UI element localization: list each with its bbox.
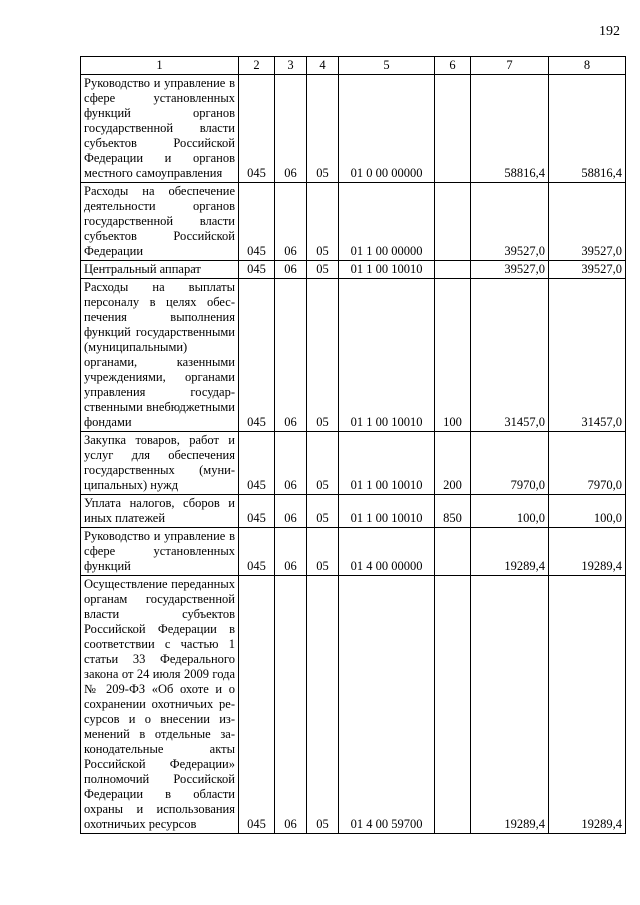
amount-cell: 19289,4 — [549, 528, 626, 576]
amount-cell: 7970,0 — [549, 432, 626, 495]
ministry-code-cell: 045 — [239, 528, 275, 576]
header-cell-5: 5 — [339, 57, 435, 75]
budget-table — [80, 56, 626, 834]
target-item-cell: 01 1 00 10010 — [339, 279, 435, 432]
section-code-cell: 06 — [275, 183, 307, 261]
expense-type-cell: 850 — [435, 495, 471, 528]
item-name-cell: Центральный аппарат — [81, 261, 239, 279]
item-name-cell: Расходы на обеспечение деятельности органов государственной власти субъектов Российской Федерации — [81, 183, 239, 261]
target-item-cell: 01 0 00 00000 — [339, 75, 435, 183]
table-row — [81, 495, 626, 528]
subsection-code-cell: 05 — [307, 528, 339, 576]
item-name-cell: Закупка товаров, работ и услуг для обеспечения государственных (муниципальных) нужд — [81, 432, 239, 495]
header-cell-3: 3 — [275, 57, 307, 75]
page-number: 192 — [599, 24, 620, 39]
header-cell-1: 1 — [81, 57, 239, 75]
section-code-cell: 06 — [275, 528, 307, 576]
header-cell-8: 8 — [549, 57, 626, 75]
amount-cell: 7970,0 — [471, 432, 549, 495]
section-code-cell: 06 — [275, 75, 307, 183]
section-code-cell: 06 — [275, 495, 307, 528]
table-row — [81, 528, 626, 576]
expense-type-cell — [435, 576, 471, 834]
ministry-code-cell: 045 — [239, 495, 275, 528]
item-name-cell: Расходы на выплаты персоналу в целях обеспечения выполнения функций государственными (муниципальными) органами, казенными учреждениями, органами управления государственными внебюджетными фондами — [81, 279, 239, 432]
amount-cell: 100,0 — [471, 495, 549, 528]
amount-cell: 39527,0 — [471, 183, 549, 261]
amount-cell: 19289,4 — [471, 576, 549, 834]
amount-cell: 39527,0 — [471, 261, 549, 279]
item-name-cell: Руководство и управление в сфере установленных функций — [81, 528, 239, 576]
expense-type-cell — [435, 261, 471, 279]
subsection-code-cell: 05 — [307, 495, 339, 528]
section-code-cell: 06 — [275, 261, 307, 279]
header-cell-2: 2 — [239, 57, 275, 75]
table-row — [81, 261, 626, 279]
subsection-code-cell: 05 — [307, 75, 339, 183]
expense-type-cell — [435, 528, 471, 576]
expense-type-cell — [435, 75, 471, 183]
target-item-cell: 01 1 00 10010 — [339, 495, 435, 528]
subsection-code-cell: 05 — [307, 432, 339, 495]
target-item-cell: 01 1 00 10010 — [339, 261, 435, 279]
amount-cell: 100,0 — [549, 495, 626, 528]
subsection-code-cell: 05 — [307, 576, 339, 834]
section-code-cell: 06 — [275, 279, 307, 432]
table-row — [81, 279, 626, 432]
item-name-cell: Руководство и управление в сфере установленных функций органов государственной власти субъектов Российской Федерации и органов местного самоуправления — [81, 75, 239, 183]
ministry-code-cell: 045 — [239, 183, 275, 261]
target-item-cell: 01 1 00 00000 — [339, 183, 435, 261]
item-name-cell: Осуществление переданных органам государственной власти субъектов Российской Федерации в соответствии с частью 1 статьи 33 Федерального закона от 24 июля 2009 года № 209-ФЗ «Об охоте и о сохранении охотничьих ресурсов и о внесении изменений в отдельные законодательные акты Российской Федерации» полномочий Российской Федерации в области охраны и использования охотничьих ресурсов — [81, 576, 239, 834]
ministry-code-cell: 045 — [239, 261, 275, 279]
table-row — [81, 576, 626, 834]
ministry-code-cell: 045 — [239, 576, 275, 834]
section-code-cell: 06 — [275, 576, 307, 834]
amount-cell: 31457,0 — [471, 279, 549, 432]
subsection-code-cell: 05 — [307, 183, 339, 261]
target-item-cell: 01 4 00 00000 — [339, 528, 435, 576]
header-cell-7: 7 — [471, 57, 549, 75]
amount-cell: 39527,0 — [549, 261, 626, 279]
target-item-cell: 01 1 00 10010 — [339, 432, 435, 495]
item-name-cell: Уплата налогов, сборов и иных платежей — [81, 495, 239, 528]
ministry-code-cell: 045 — [239, 279, 275, 432]
subsection-code-cell: 05 — [307, 279, 339, 432]
ministry-code-cell: 045 — [239, 75, 275, 183]
target-item-cell: 01 4 00 59700 — [339, 576, 435, 834]
section-code-cell: 06 — [275, 432, 307, 495]
table-row — [81, 75, 626, 183]
table-header-row — [81, 57, 626, 75]
table-row — [81, 183, 626, 261]
amount-cell: 19289,4 — [549, 576, 626, 834]
amount-cell: 39527,0 — [549, 183, 626, 261]
header-cell-4: 4 — [307, 57, 339, 75]
expense-type-cell: 200 — [435, 432, 471, 495]
amount-cell: 19289,4 — [471, 528, 549, 576]
amount-cell: 58816,4 — [471, 75, 549, 183]
table-row — [81, 432, 626, 495]
ministry-code-cell: 045 — [239, 432, 275, 495]
amount-cell: 58816,4 — [549, 75, 626, 183]
subsection-code-cell: 05 — [307, 261, 339, 279]
expense-type-cell — [435, 183, 471, 261]
expense-type-cell: 100 — [435, 279, 471, 432]
amount-cell: 31457,0 — [549, 279, 626, 432]
header-cell-6: 6 — [435, 57, 471, 75]
